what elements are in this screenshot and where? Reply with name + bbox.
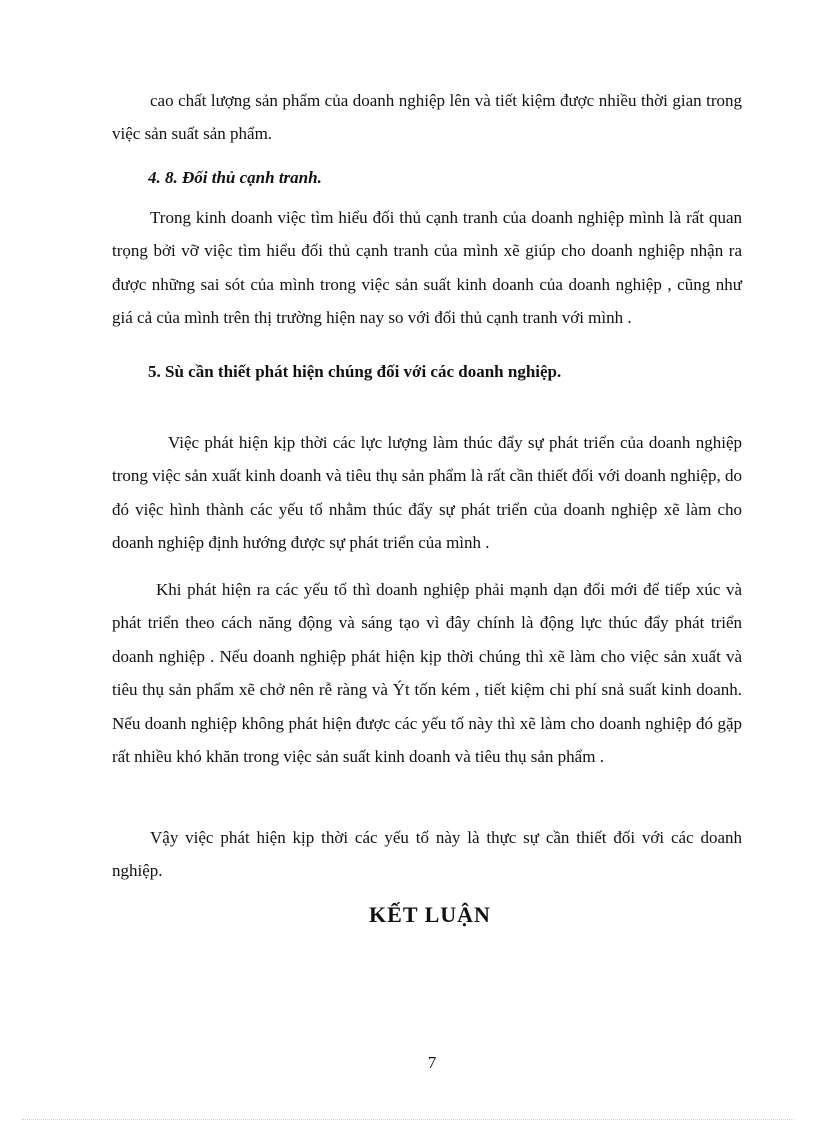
paragraph-innovation: Khi phát hiện ra các yếu tố thì doanh nghiệp phải mạnh dạn đổi mới để tiếp xúc và phát triển theo cách năng động và sáng tạo vì đây chính là động lực thúc đẩy phát triển doanh nghiệp . Nếu doanh nghiệp phát hiện kịp thời chúng thì xẽ làm cho việc sản xuất và tiêu thụ sản phẩm xẽ chở nên rễ ràng và Ýt tốn kém , tiết kiệm chi phí snả suất kinh doanh. Nếu doanh nghiệp không phát hiện được các yếu tố này thì xẽ làm cho doanh nghiệp đó gặp rất nhiều khó khăn trong việc sản suất kinh doanh và tiêu thụ sản phẩm .: [112, 580, 742, 767]
paragraph-competitors: Trong kinh doanh việc tìm hiểu đối thủ cạnh tranh của doanh nghiệp mình là rất quan trọng bởi vỡ việc tìm hiểu đối thủ cạnh tranh của mình xẽ giúp cho doanh nghiệp nhận ra được những sai sót của mình trong việc sản suất kinh doanh của doanh nghiệp , cũng như giá cả của mình trên thị trường hiện nay so với đối thủ cạnh tranh với mình .: [112, 208, 742, 328]
paragraph-continuation: cao chất lượng sản phẩm của doanh nghiệp lên và tiết kiệm được nhiều thời gian trong việc sản suất sản phẩm.: [112, 91, 742, 144]
page-number: 7: [427, 1053, 437, 1072]
paragraph-timely-detection: Việc phát hiện kịp thời các lực lượng làm thúc đẩy sự phát triển của doanh nghiệp trong việc sản xuất kinh doanh và tiêu thụ sản phẩm là rất cần thiết đối với doanh nghiệp, do đó việc hình thành các yếu tố nhằm thúc đẩy sự phát triển của doanh nghiệp xẽ làm cho doanh nghiệp định hướng được sự phát triển của mình .: [112, 433, 742, 553]
conclusion-title: KẾT LUẬN: [369, 902, 491, 927]
section-heading-5: 5. Sù cần thiết phát hiện chúng đối với các doanh nghiệp.: [148, 362, 562, 381]
page-bottom-divider: [22, 1119, 794, 1120]
section-heading-4-8: 4. 8. Đối thủ cạnh tranh.: [148, 168, 322, 187]
paragraph-summary: Vậy việc phát hiện kịp thời các yếu tố này là thực sự cần thiết đối với các doanh nghiệp.: [112, 828, 742, 881]
